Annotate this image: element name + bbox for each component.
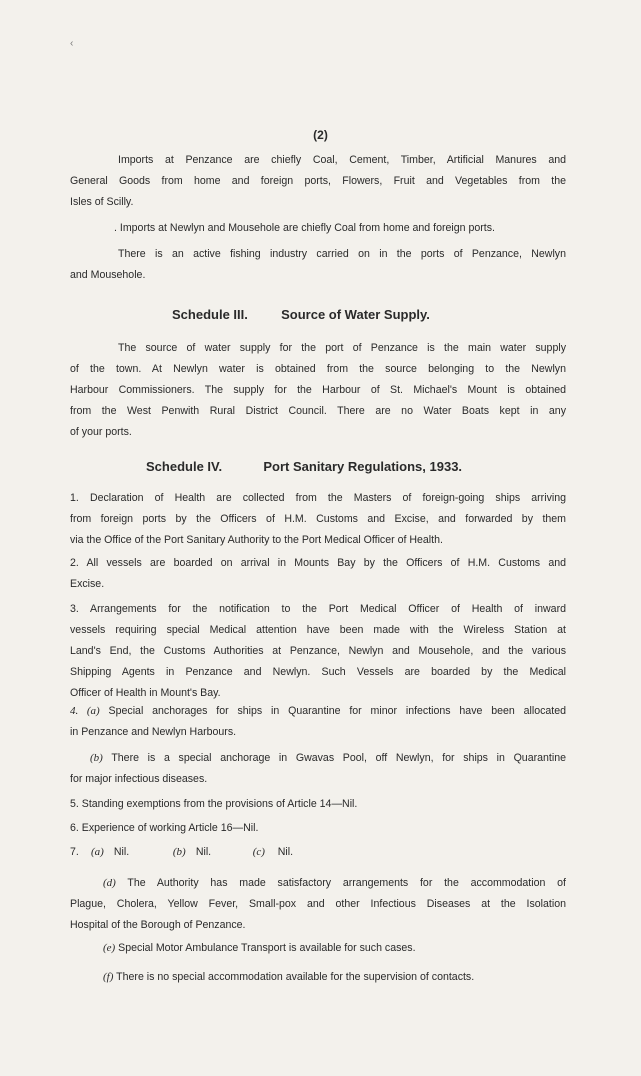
- text-line: Plague, Cholera, Yellow Fever, Small-pox and other Infectious Diseases at the Isolation: [70, 898, 566, 910]
- item-7f-text: There is no special accommodation available for the supervision of contacts.: [116, 971, 475, 983]
- schedule-3-title: Source of Water Supply.: [281, 307, 430, 322]
- schedule-4-label: Schedule IV.: [146, 459, 223, 474]
- item-7f-label: (f): [103, 971, 114, 983]
- item-7d-label: (d): [103, 877, 116, 889]
- fishing-paragraph: [70, 244, 566, 286]
- item-4b-label: (b): [90, 752, 103, 764]
- item-7d-text: The Authority has made satisfactory arrangements for the accommodation of: [127, 877, 566, 889]
- imports-newlyn-paragraph: [114, 218, 574, 239]
- schedule-3-heading: [172, 307, 430, 322]
- text-line: Land's End, the Customs Authorities at Penzance, Newlyn and Mousehole, and the various: [70, 645, 566, 657]
- text-line: . Imports at Newlyn and Mousehole are chiefly Coal from home and foreign ports.: [114, 222, 495, 234]
- text-line: via the Office of the Port Sanitary Authority to the Port Medical Officer of Health.: [70, 534, 443, 546]
- item-6-paragraph: [70, 818, 566, 839]
- text-line: of your ports.: [70, 426, 132, 438]
- text-line: of the town. At Newlyn water is obtained from the source belonging to the Newlyn: [70, 363, 566, 375]
- text-line: vessels requiring special Medical attention have been made with the Wireless Station at: [70, 624, 566, 636]
- text-line: [103, 938, 566, 959]
- item-4b-paragraph: [70, 748, 566, 790]
- item-7e-text: Special Motor Ambulance Transport is available for such cases.: [118, 942, 416, 954]
- item-7b-value: Nil.: [195, 846, 212, 858]
- text-line: 5. Standing exemptions from the provisions of Article 14—Nil.: [70, 798, 358, 810]
- item-7a-value: Nil.: [113, 846, 130, 858]
- text-line: for major infectious diseases.: [70, 773, 208, 785]
- item-7f-paragraph: [103, 967, 566, 988]
- schedule-4-title: Port Sanitary Regulations, 1933.: [263, 459, 463, 474]
- text-line: 3. Arrangements for the notification to the Port Medical Officer of Health of inward: [70, 603, 566, 615]
- text-line: [70, 873, 566, 894]
- text-line: 1. Declaration of Health are collected from the Masters of foreign-going ships arriving: [70, 492, 566, 504]
- text-line: Imports at Penzance are chiefly Coal, Cement, Timber, Artificial Manures and: [118, 154, 566, 166]
- item-7-row: [70, 842, 566, 863]
- text-line: [70, 701, 566, 722]
- text-line: [70, 748, 566, 769]
- text-line: 2. All vessels are boarded on arrival in Mounts Bay by the Officers of H.M. Customs and: [70, 557, 566, 569]
- text-line: [103, 967, 566, 988]
- text-line: The source of water supply for the port of Penzance is the main water supply: [118, 342, 566, 354]
- item-7c-value: Nil.: [277, 846, 294, 858]
- text-line: Officer of Health in Mount's Bay.: [70, 687, 221, 699]
- margin-mark: ‹: [70, 38, 74, 49]
- page-number: (2): [313, 128, 328, 142]
- item-7a-label: (a): [90, 846, 104, 858]
- item-4a-label: 4. (a): [70, 705, 100, 717]
- imports-penzance-paragraph: [70, 150, 566, 213]
- item-7-number: 7.: [70, 846, 79, 858]
- text-line: from foreign ports by the Officers of H.M. Customs and Excise, and forwarded by them: [70, 513, 566, 525]
- text-line: Shipping Agents in Penzance and Newlyn. Such Vessels are boarded by the Medical: [70, 666, 566, 678]
- text-line: Hospital of the Borough of Penzance.: [70, 919, 246, 931]
- item-4b-text: There is a special anchorage in Gwavas Pool, off Newlyn, for ships in Quarantine: [111, 752, 566, 764]
- text-line: General Goods from home and foreign ports, Flowers, Fruit and Vegetables from the: [70, 175, 566, 187]
- water-supply-paragraph: [70, 338, 566, 443]
- item-4a-paragraph: [70, 701, 566, 743]
- text-line: Harbour Commissioners. The supply for the Harbour of St. Michael's Mount is obtained: [70, 384, 566, 396]
- item-3-paragraph: [70, 599, 566, 704]
- item-7d-paragraph: [70, 873, 566, 936]
- text-line: from the West Penwith Rural District Council. There are no Water Boats kept in any: [70, 405, 566, 417]
- text-line: and Mousehole.: [70, 269, 146, 281]
- schedule-4-heading: [146, 459, 462, 474]
- text-line: Isles of Scilly.: [70, 196, 134, 208]
- item-7e-paragraph: [103, 938, 566, 959]
- item-5-paragraph: [70, 794, 566, 815]
- item-1-paragraph: [70, 488, 566, 551]
- item-4a-text: Special anchorages for ships in Quarantine for minor infections have been allocated: [108, 705, 567, 717]
- text-line: Excise.: [70, 578, 105, 590]
- item-7b-label: (b): [172, 846, 186, 858]
- text-line: 6. Experience of working Article 16—Nil.: [70, 822, 259, 834]
- item-7e-label: (e): [103, 942, 116, 954]
- item-7c-label: (c): [252, 846, 265, 858]
- item-2-paragraph: [70, 553, 566, 595]
- text-line: in Penzance and Newlyn Harbours.: [70, 726, 237, 738]
- schedule-3-label: Schedule III.: [172, 307, 248, 322]
- text-line: There is an active fishing industry carried on in the ports of Penzance, Newlyn: [118, 248, 566, 260]
